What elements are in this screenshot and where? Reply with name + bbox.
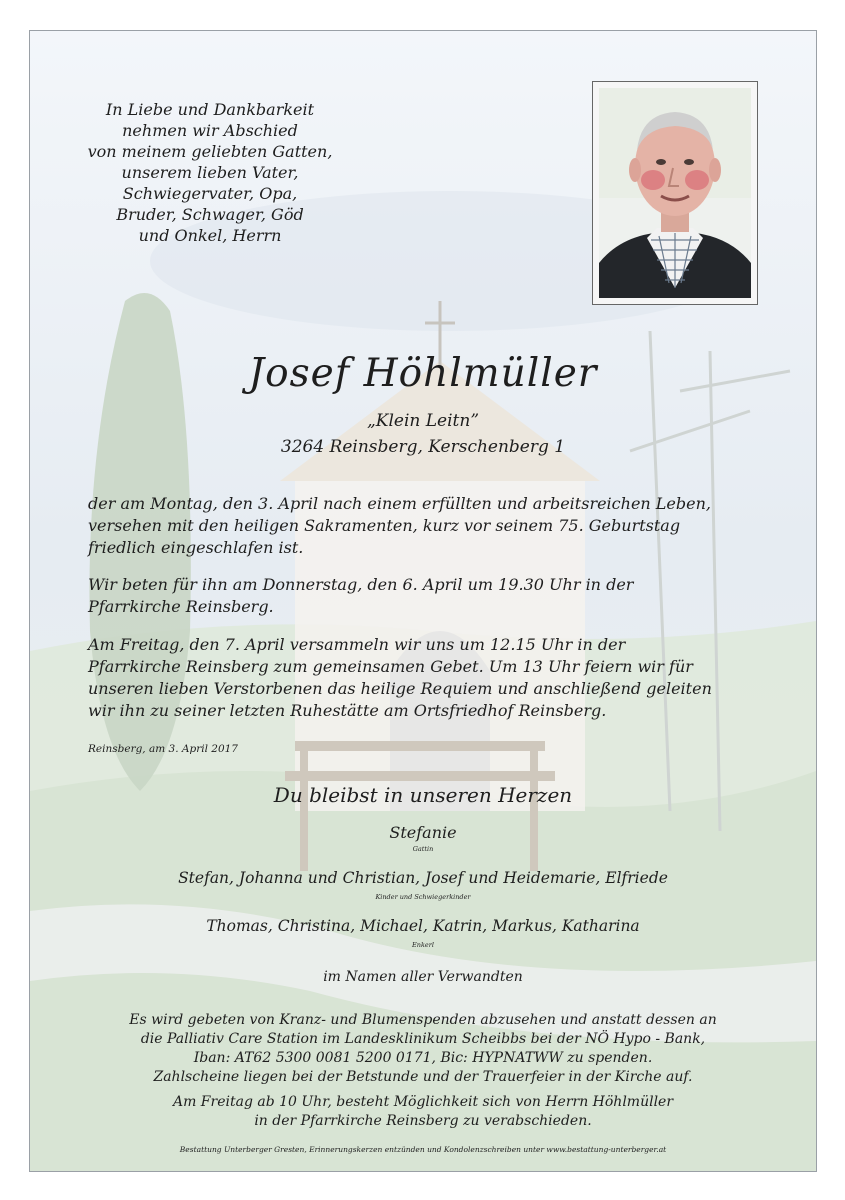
intro-line: und Onkel, Herrn [138, 226, 282, 245]
text-line: Es wird gebeten von Kranz- und Blumenspenden abzusehen und anstatt dessen an [129, 1012, 717, 1028]
intro-line: unserem lieben Vater, [121, 163, 299, 182]
mourner-children-role: Kinder und Schwiegerkinder [375, 893, 471, 901]
intro-line: Schwiegervater, Opa, [122, 184, 298, 203]
portrait-image [599, 88, 751, 298]
viewing-notice [30, 1093, 816, 1131]
deceased-name: Josef Höhlmüller [248, 351, 598, 396]
intro-line: von meinem geliebten Gatten, [87, 142, 333, 161]
mourner-grandchildren: Thomas, Christina, Michael, Katrin, Markus, Katharina [206, 917, 640, 935]
parte-content [30, 31, 816, 1171]
text-line: in der Pfarrkirche Reinsberg zu verabschieden. [254, 1113, 592, 1129]
mourner-relatives: im Namen aller Verwandten [323, 969, 523, 985]
intro-line: nehmen wir Abschied [122, 121, 298, 140]
prayer-announcement [88, 574, 778, 618]
funeral-announcement [88, 634, 778, 722]
mourner-wife: Stefanie [389, 823, 457, 842]
text-line: Wir beten für ihn am Donnerstag, den 6. April um 19.30 Uhr in der [88, 575, 634, 594]
intro-text [80, 99, 340, 246]
deceased-address: 3264 Reinsberg, Kerschenberg 1 [280, 437, 566, 457]
farewell-heading: Du bleibst in unseren Herzen [273, 783, 573, 807]
text-line: Am Freitag ab 10 Uhr, besteht Möglichkeit sich von Herrn Höhlmüller [172, 1094, 674, 1110]
text-line: friedlich eingeschlafen ist. [88, 538, 304, 557]
mourner-children: Stefan, Johanna und Christian, Josef und Heidemarie, Elfriede [178, 869, 668, 887]
text-line: Zahlscheine liegen bei der Betstunde und der Trauerfeier in der Kirche auf. [153, 1069, 693, 1085]
intro-line: Bruder, Schwager, Göd [116, 205, 304, 224]
death-announcement [88, 493, 778, 559]
donation-notice [30, 1011, 816, 1087]
text-line: Pfarrkirche Reinsberg. [88, 597, 274, 616]
deceased-nickname: „Klein Leitn” [366, 411, 480, 431]
text-line: unseren lieben Verstorbenen das heilige Requiem und anschließend geleiten [88, 679, 712, 698]
text-line: der am Montag, den 3. April nach einem erfüllten und arbeitsreichen Leben, [88, 494, 711, 513]
text-line: wir ihn zu seiner letzten Ruhestätte am Ortsfriedhof Reinsberg. [88, 701, 607, 720]
text-line: Iban: AT62 5300 0081 5200 0171, Bic: HYPNATWW zu spenden. [193, 1050, 653, 1066]
text-line: Pfarrkirche Reinsberg zum gemeinsamen Gebet. Um 13 Uhr feiern wir für [88, 657, 693, 676]
undertaker-footer: Bestattung Unterberger Gresten, Erinnerungskerzen entzünden und Kondolenzschreiben unter www.bestattung-unterberger.at [179, 1145, 667, 1154]
portrait-photo [592, 81, 758, 305]
text-line: Am Freitag, den 7. April versammeln wir uns um 12.15 Uhr in der [88, 635, 626, 654]
mourner-grandchildren-role: Enkerl [412, 941, 434, 949]
text-line: die Palliativ Care Station im Landesklinikum Scheibbs bei der NÖ Hypo - Bank, [140, 1031, 706, 1047]
text-line: versehen mit den heiligen Sakramenten, kurz vor seinem 75. Geburtstag [88, 516, 681, 535]
parte-card [29, 30, 817, 1172]
mourner-wife-role: Gattin [412, 845, 434, 853]
intro-line: In Liebe und Dankbarkeit [105, 100, 315, 119]
place-date: Reinsberg, am 3. April 2017 [88, 743, 238, 755]
